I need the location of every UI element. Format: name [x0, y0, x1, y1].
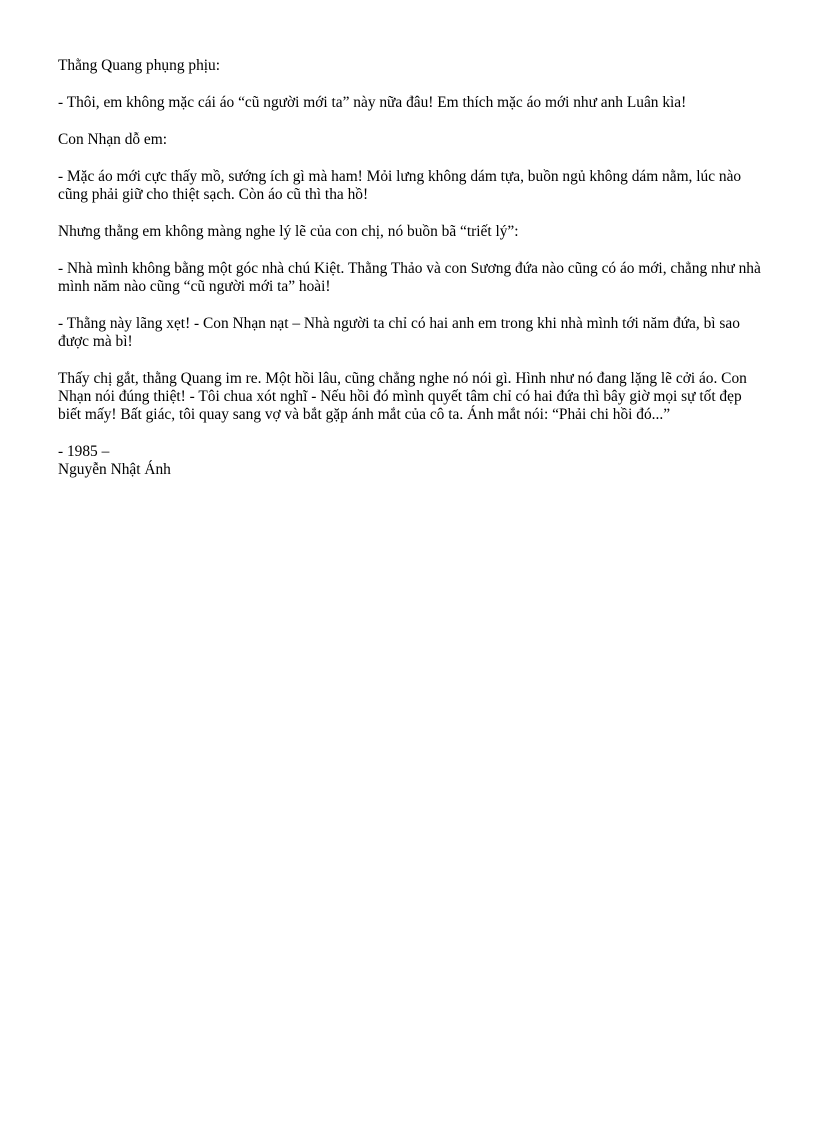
document-body [58, 57, 768, 479]
paragraph-1: Thằng Quang phụng phịu: [58, 57, 221, 74]
signature-author: Nguyễn Nhật Ánh [58, 461, 171, 478]
signature-block [58, 443, 768, 479]
paragraph-8: Thấy chị gắt, thằng Quang im re. Một hồi lâu, cũng chẳng nghe nó nói gì. Hình như nó đang lặng lẽ cởi áo. Con Nhạn nói đúng thiệt! - Tôi chua xót nghĩ - Nếu hồi đó mình quyết tâm chỉ có hai đứa thì bây giờ mọi sự tốt đẹp biết mấy! Bất giác, tôi quay sang vợ và bắt gặp ánh mắt của cô ta. Ánh mắt nói: “Phải chi hồi đó...” [58, 370, 747, 423]
signature-year: - 1985 – [58, 443, 110, 460]
paragraph-7: - Thằng này lãng xẹt! - Con Nhạn nạt – Nhà người ta chỉ có hai anh em trong khi nhà mình tới năm đứa, bì sao được mà bì! [58, 315, 740, 350]
paragraph-5: Nhưng thằng em không màng nghe lý lẽ của con chị, nó buồn bã “triết lý”: [58, 223, 519, 240]
paragraph-4: - Mặc áo mới cực thấy mồ, sướng ích gì mà ham! Mỏi lưng không dám tựa, buồn ngủ không dám nằm, lúc nào cũng phải giữ cho thiệt sạch. Còn áo cũ thì tha hồ! [58, 168, 742, 203]
paragraph-3: Con Nhạn dỗ em: [58, 131, 168, 148]
paragraph-6: - Nhà mình không bằng một góc nhà chú Kiệt. Thằng Thảo và con Sương đứa nào cũng có áo mới, chẳng như nhà mình năm nào cũng “cũ người mới ta” hoài! [58, 260, 761, 295]
paragraph-2: - Thôi, em không mặc cái áo “cũ người mới ta” này nữa đâu! Em thích mặc áo mới như anh Luân kìa! [58, 94, 687, 111]
